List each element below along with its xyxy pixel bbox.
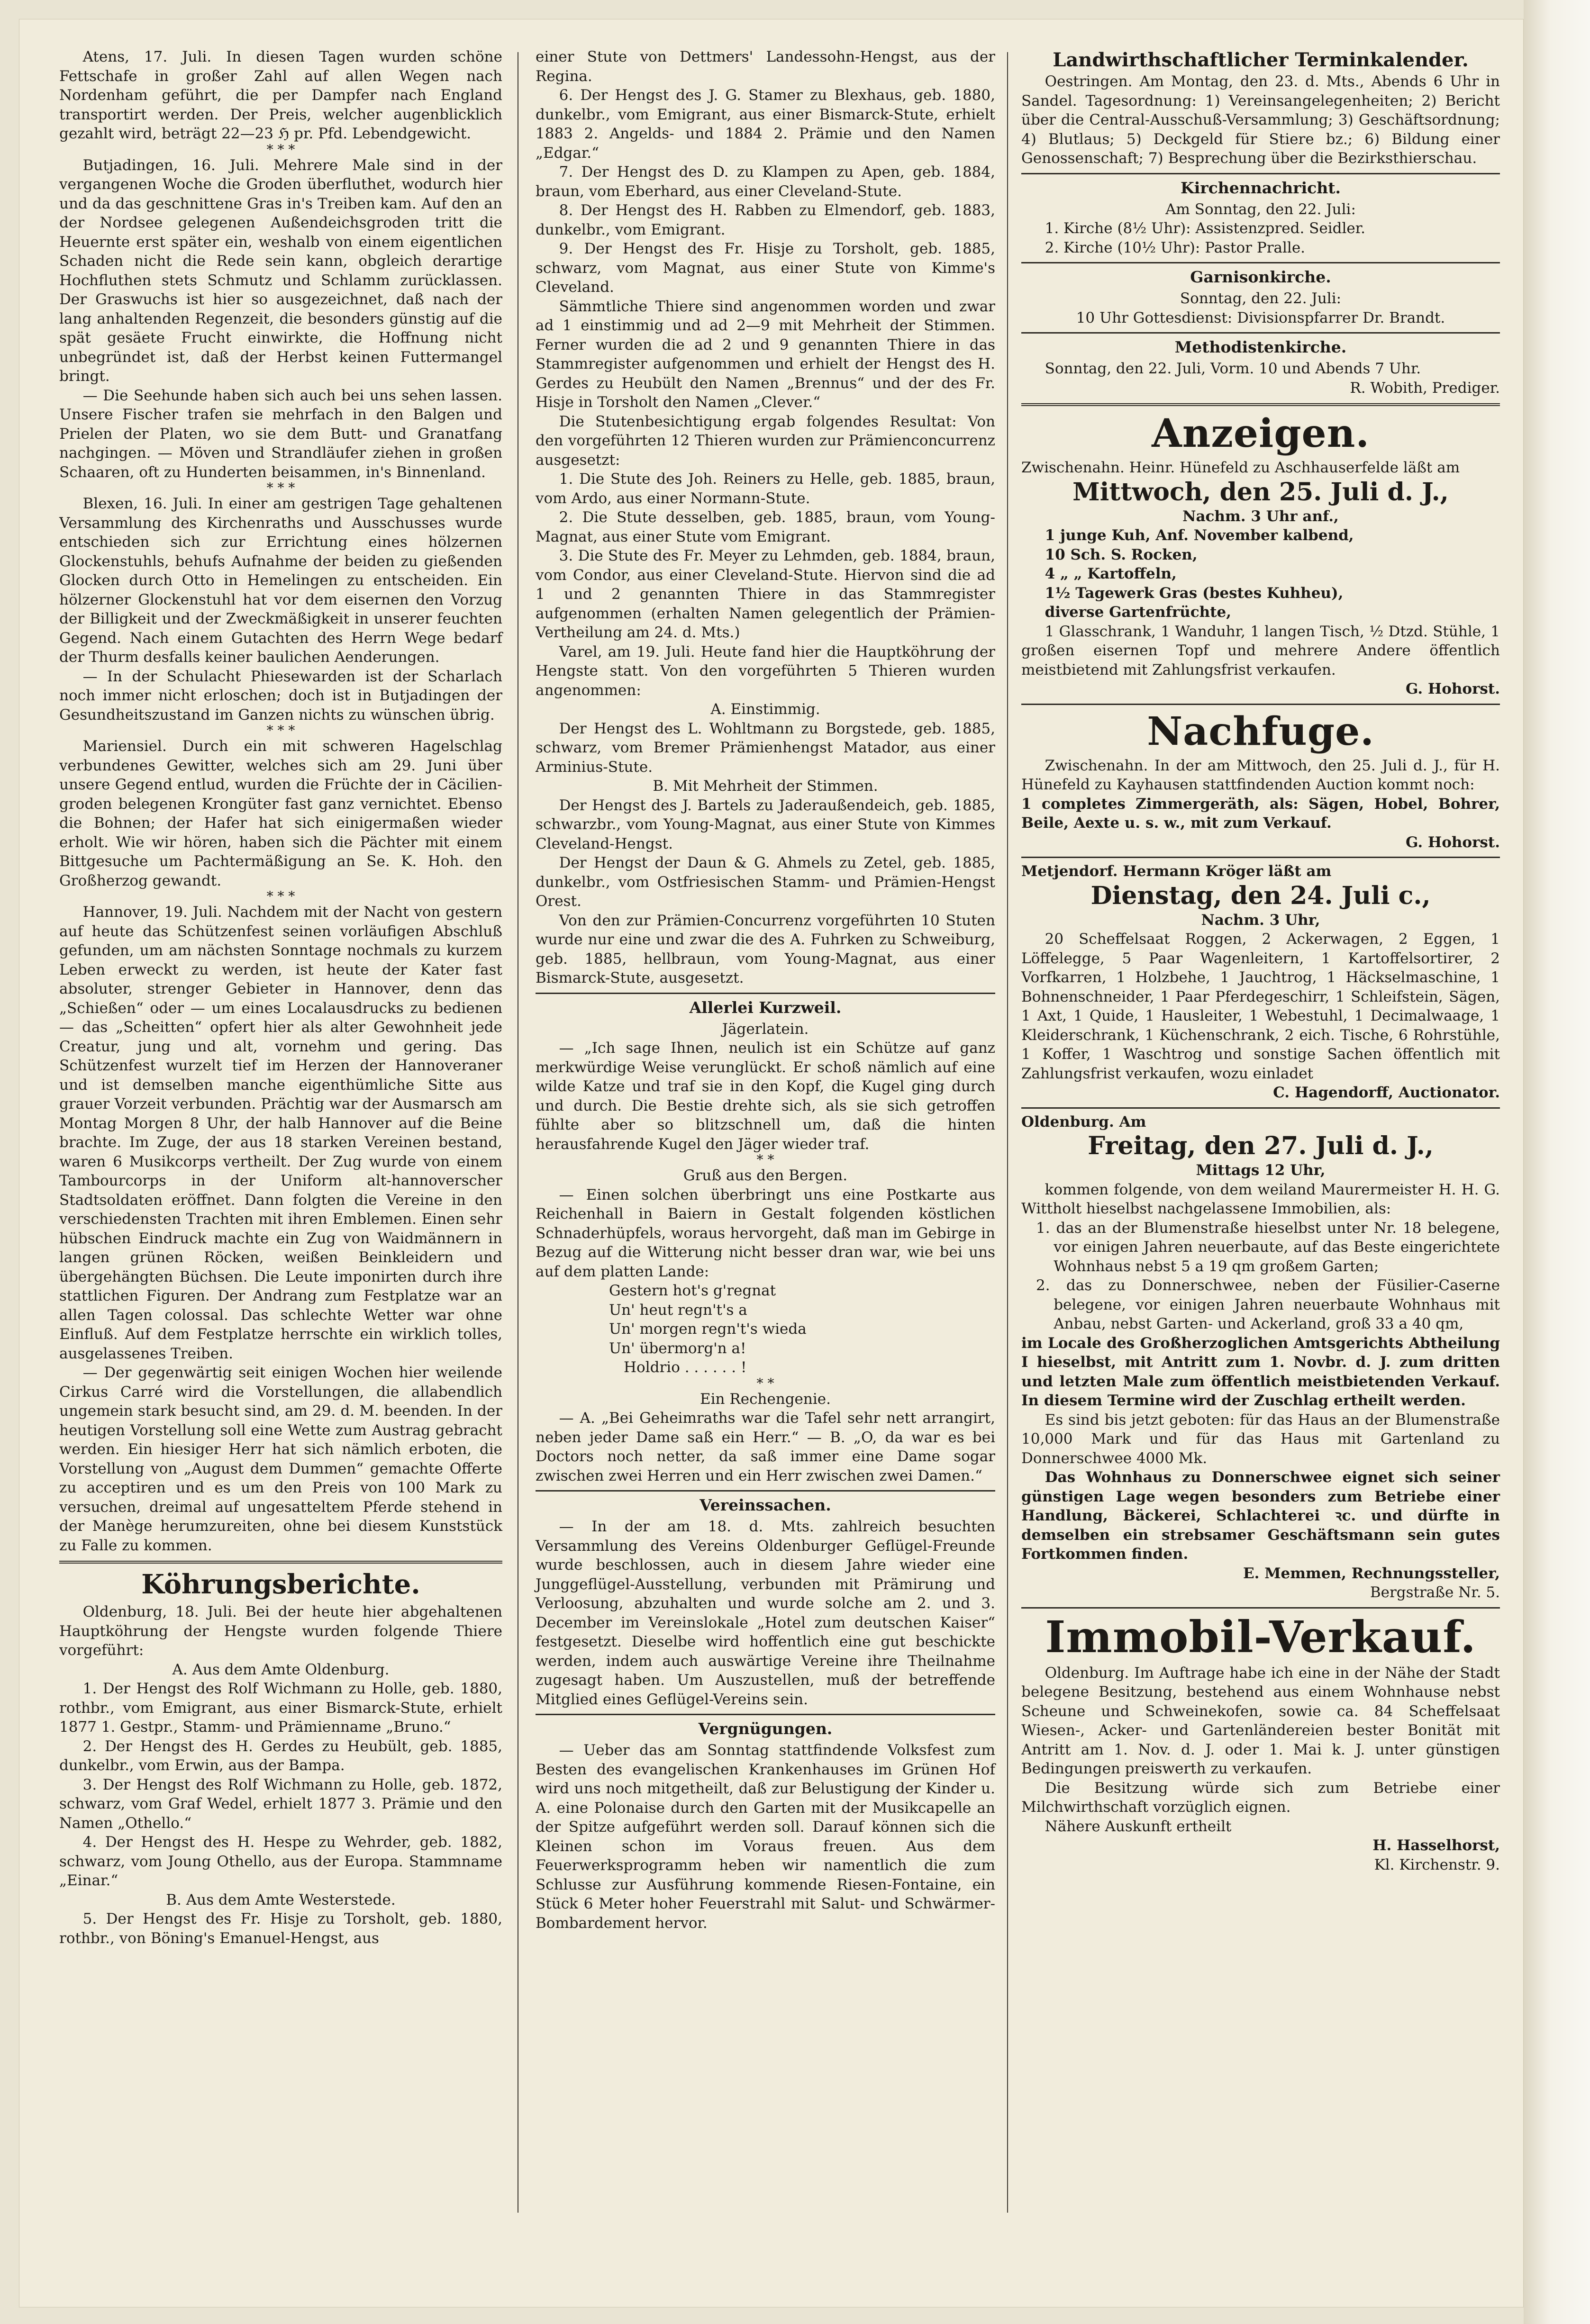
newspaper-page [19, 19, 1524, 2307]
ad-oldenburg-item: 2. das zu Donnerschwee, neben der Füsilier-Caserne belegene, vor einigen Jahren neuerbaute Wohnhaus mit Anbau, nebst Garten- und Ackerland, groß 33 a 40 qm, [1036, 1277, 1500, 1332]
kirch-line: 2. Kirche (10½ Uhr): Pastor Pralle. [1045, 239, 1306, 256]
separator: * * * [266, 888, 295, 904]
ad-immobil-body3: Nähere Auskunft ertheilt [1045, 1818, 1232, 1835]
section-rule [1021, 332, 1500, 334]
verse-line: Holdrio . . . . . . ! [624, 1359, 747, 1376]
article-mariensiel: Mariensiel. Durch ein mit schweren Hagelschlag verbundenes Gewitter, welches sich am 29. Juni über unsere Gegend entlud, wurden die Früchte der in Cäciliengroden belegenen Krongüter fast ganz vernichtet. Ebenso die Bohnen; der Hafer hat sich einigermaßen wieder erholt. Wie wir hören, haben sich die Pächter mit einem Bittgesuche um Pachtermäßigung an Se. K. Hoh. den Großherzog gewandt. [59, 738, 502, 889]
ad-oldenburg-item: 1. das an der Blumenstraße hieselbst unter Nr. 18 belegene, vor einigen Jahren neuerbaute, auf das Beste eingerichtete Wohnhaus nebst 5 a 19 qm großem Garten; [1036, 1219, 1500, 1275]
separator: * * [756, 1152, 774, 1167]
garn-date: Sonntag, den 22. Juli: [1180, 290, 1342, 307]
section-heading-kurzweil: Allerlei Kurzweil. [689, 998, 842, 1017]
koehrung-item: 8. Der Hengst des H. Rabben zu Elmendorf, geb. 1883, dunkelbr., vom Emigrant. [536, 202, 995, 238]
article-varel: Varel, am 19. Juli. Heute fand hier die Hauptköhrung der Hengste statt. Von den vorgeführten 5 Thieren wurden angenommen: [536, 643, 995, 699]
kurzweil-rechen-head: Ein Rechengenie. [700, 1390, 831, 1408]
ad-nachfuge-item: 1 completes Zimmergeräth, als: Sägen, Hobel, Bohrer, Beile, Aexte u. s. w., mit zum Verkauf. [1021, 795, 1500, 832]
column-rule-2 [1007, 52, 1008, 2213]
kirch-date: Am Sonntag, den 22. Juli: [1165, 200, 1356, 218]
verse-line: Gestern hot's g'regnat [609, 1282, 776, 1299]
section-rule [536, 993, 995, 994]
varel-item: Der Hengst der Daun & G. Ahmels zu Zetel, geb. 1885, dunkelbr., vom Ostfriesischen Stamm- und Prämien-Hengst Orest. [536, 854, 995, 910]
column-2 [536, 47, 995, 1933]
ad-oldenburg-rest: im Locale des Großherzoglichen Amtsgerichts Abtheilung I hieselbst, mit Antritt zum 1. Novbr. d. J. zum dritten und letzten Male zum öffentlich meistbietenden Verkauf. In diesem Termine wird der Zuschlag ertheilt werden. [1021, 1334, 1500, 1409]
verse-line: Un' übermorg'n a! [609, 1339, 746, 1357]
koehrung-item: 6. Der Hengst des J. G. Stamer zu Blexhaus, geb. 1880, dunkelbr., vom Emigrant, aus einer Bismarck-Stute, erhielt 1883 2. Angelds- und 1884 2. Prämie und den Namen „Edgar.“ [536, 87, 995, 162]
column-3 [1021, 47, 1500, 1874]
ad-item: 10 Sch. S. Rocken, [1045, 546, 1198, 563]
koehrung-item: 3. Der Hengst des Rolf Wichmann zu Holle, geb. 1872, schwarz, vom Graf Wedel, erhielt 1877 3. Prämie und den Namen „Othello.“ [59, 1776, 502, 1832]
varel-praemien: Von den zur Prämien-Concurrenz vorgeführten 10 Stuten wurde nur eine und zwar die des A. Fuhrken zu Schweiburg, geb. 1885, hellbraun, vom Young-Magnat, aus einer Bismarck-Stute, ausgesetzt. [536, 912, 995, 986]
heading-methodistenkirche: Methodistenkirche. [1174, 338, 1347, 356]
article-blexen: Blexen, 16. Juli. In einer am gestrigen Tage gehaltenen Versammlung des Kirchenraths und Ausschusses wurde entschieden sich zur Errichtung eines hölzernen Glockenstuhls, behufs Aufnahme der beiden zu gießenden Glocken durch Otto in Hemelingen zu entscheiden. Ein hölzerner Glockenstuhl hat vor dem eisernen den Vorzug der Billigkeit und der Zweckmäßigkeit in unserer feuchten Gegend. Nach einem Gutachten des Herrn Wege bedarf der Thurm desfalls keiner baulichen Aenderungen. [59, 495, 502, 666]
ad-date: Mittwoch, den 25. Juli d. J., [1072, 477, 1449, 506]
varel-item: Der Hengst des L. Wohltmann zu Borgstede, geb. 1885, schwarz, vom Bremer Prämienhengst Matador, aus einer Arminius-Stute. [536, 720, 995, 776]
section-rule [1021, 1607, 1500, 1609]
section-heading-verein: Vereinssachen. [700, 1496, 831, 1514]
koehrung-item: 5. Der Hengst des Fr. Hisje zu Torsholt, geb. 1880, rothbr., von Böning's Emanuel-Hengst, aus [59, 1910, 502, 1947]
article-seehunde: — Die Seehunde haben sich auch bei uns sehen lassen. Unsere Fischer trafen sie mehrfach in den Balgen und Prielen der Platen, wo sie dem Butt- und Granatfang nachgingen. — Möven und Strandläufer ziehen in großen Schaaren, oft zu Hunderten beisammen, in's Binnenland. [59, 387, 502, 481]
koehrung-item: 9. Der Hengst des Fr. Hisje zu Torsholt, geb. 1885, schwarz, vom Magnat, aus einer Stute von Kimme's Cleveland. [536, 240, 995, 296]
section-rule [1021, 704, 1500, 705]
article-vergnuegungen: — Ueber das am Sonntag stattfindende Volksfest zum Besten des evangelischen Krankenhauses im Grünen Hof wird uns noch mitgetheilt, daß zur Belustigung der Kinder u. A. eine Polonaise durch den Garten mit der Musikcapelle an der Spitze aufgeführt werden soll. Darauf können sich die Kleinen schon im Voraus freuen. Aus dem Feuerwerksprogramm heben wir namentlich die zum Schlusse zur Ausführung kommende Riesen-Fontaine, ein Stück 6 Meter hoher Feuerstrahl mit Salut- und Schwärmer-Bombardement hervor. [536, 1742, 995, 1932]
page-edge [1524, 0, 1590, 2324]
koehrung-item: 4. Der Hengst des H. Hespe zu Wehrder, geb. 1882, schwarz, vom Joung Othello, aus der Europa. Stammname „Einar.“ [59, 1834, 502, 1889]
ad-time: Mittags 12 Uhr, [1196, 1162, 1326, 1179]
separator: * * * [266, 480, 295, 496]
ad-immobil-body2: Die Besitzung würde sich zum Betriebe einer Milchwirthschaft vorzüglich eignen. [1021, 1779, 1500, 1816]
ad-item: 1½ Tagewerk Gras (bestes Kuhheu), [1045, 584, 1344, 602]
ad-time: Nachm. 3 Uhr, [1201, 911, 1320, 929]
section-rule [536, 1490, 995, 1492]
varel-subhead-a: A. Einstimmig. [710, 701, 820, 718]
separator: * * * [266, 141, 295, 157]
ad-metjendorf-intro: Metjendorf. Hermann Kröger läßt am [1021, 863, 1332, 880]
kurzweil-gruss: — Einen solchen überbringt uns eine Postkarte aus Reichenhall in Baiern in Gestalt folgenden köstlichen Schnaderhüpfels, woraus hervorgeht, daß man im Gebirge in Bezug auf die Witterung nicht besser dran war, wie bei uns auf dem platten Lande: [536, 1186, 995, 1280]
kurzweil-rechen: — A. „Bei Geheimraths war die Tafel sehr nett arrangirt, neben jeder Dame saß ein Herr.“ — B. „O, da war es bei Doctors noch netter, da saß immer eine Dame sogar zwischen zwei Herren und ein Herr zwischen zwei Damen.“ [536, 1410, 995, 1484]
section-rule [1021, 262, 1500, 263]
ad-nachfuge: Zwischenahn. In der am Mittwoch, den 25. Juli d. J., für H. Hünefeld zu Kayhausen stattfindenden Auction kommt noch: [1021, 757, 1500, 793]
koehrung-intro: Oldenburg, 18. Juli. Bei der heute hier abgehaltenen Hauptköhrung der Hengste wurden folgende Thiere vorgeführt: [59, 1603, 502, 1659]
article-hannover: Hannover, 19. Juli. Nachdem mit der Nacht von gestern auf heute das Schützenfest seinen vorläufigen Abschluß gefunden, um am nächsten Sonntage nochmals zu kurzem Leben erweckt zu werden, ist heute der Kater fast absoluter, strenger Gebieter in Hannover, denn das „Schießen“ oder — um eines Localausdrucks zu bedienen — das „Scheitten“ opfert hier als alter Gewohnheit jede Creatur, jung und alt, vornehm und gering. Das Schützenfest wurzelt tief im Herzen der Hannoveraner und ist demselben manche eigenthümliche Sitte aus grauer Vorzeit verbunden. Prächtig war der Ausmarsch am Montag Morgen 8 Uhr, der halb Hannover auf die Beine brachte. Im Zuge, der aus 18 starken Vereinen bestand, waren 6 Musikcorps vertheilt. Der Zug wurde von einem Tambourcorps in der Uniform alt-hannoverscher Stadtsoldaten eröffnet. Dann folgten die Vereine in den verschiedensten Trachten mit ihren Emblemen. Einen sehr hübschen Eindruck machte ein Zug von Waidmännern in langen grünen Röcken, weißen Beinkleidern und übergehängten Büchsen. Die Leute imponirten durch ihre stattlichen Figuren. Der Andrang zum Festplatze war an allen Tagen colossal. Das schlechte Wetter war ohne Einfluß. Auf dem Festplatze herrschte ein wirklich tolles, ausgelassenes Treiben. [59, 904, 502, 1362]
verse-line: Un' morgen regn't's wieda [609, 1320, 807, 1338]
section-rule [1021, 173, 1500, 174]
stuten-item: 3. Die Stute des Fr. Meyer zu Lehmden, geb. 1884, braun, vom Condor, aus einer Cleveland-Stute. Hiervon sind die ad 1 und 2 genannten Thiere in das Stammregister aufgenommen (erhalten Namen gelegentlich der Prämien-Vertheilung am 24. d. Mts.) [536, 547, 995, 641]
section-heading-anzeigen: Anzeigen. [1152, 411, 1370, 456]
separator: * * [756, 1375, 774, 1391]
ad-date: Freitag, den 27. Juli d. J., [1088, 1131, 1434, 1160]
koehrung-result: Sämmtliche Thiere sind angenommen worden und zwar ad 1 einstimmig und ad 2—9 mit Mehrheit der Stimmen. Ferner wurden die ad 2 und 9 genannten Thiere in das Stammregister aufgenommen und erhielt der Hengst des H. Gerdes zu Heubült den Namen „Brennus“ und der des Fr. Hisje in Torsholt den Namen „Clever.“ [536, 298, 995, 411]
article-butjadingen: Butjadingen, 16. Juli. Mehrere Male sind in der vergangenen Woche die Groden überfluthet, wodurch hier und da das geschnittene Gras in's Treiben kam. Auf den an der Nordsee gelegenen Außendeichsgroden tritt die Heuernte erst später ein, weshalb von einem eigentlichen Schaden nicht die Rede sein kann, obgleich derartige Hochfluthen stets Schmutz und Schlamm zurücklassen. Der Graswuchs ist hier so ausgezeichnet, daß nach der lang anhaltenden Regenzeit, die besonders günstig auf die spät gesäete Frucht einwirkte, die Hoffnung nicht unbegründet ist, daß der Herbst keinen Futtermangel bringt. [59, 156, 502, 385]
section-rule [1021, 1107, 1500, 1109]
heading-kirchennachricht: Kirchennachricht. [1181, 178, 1341, 197]
ad-signature: G. Hohorst. [1405, 680, 1500, 697]
termin-oestringen: Oestringen. Am Montag, den 23. d. Mts., Abends 6 Uhr in Sandel. Tagesordnung: 1) Vereinsangelegenheiten; 2) Bericht über die Central-Ausschuß-Versammlung; 3) Geschäftsordnung; 4) Blutlaus; 5) Deckgeld für Stiere bz.; 6) Bildung einer Genossenschaft; 7) Besprechung über die Bezirksthierschau. [1021, 73, 1500, 167]
stuten-item: 1. Die Stute des Joh. Reiners zu Helle, geb. 1885, braun, vom Ardo, aus einer Normann-Stute. [536, 470, 995, 507]
ad-oldenburg-bold: Das Wohnhaus zu Donnerschwee eignet sich seiner günstigen Lage wegen besonders zum Betriebe einer Handlung, Bäckerei, Schlachterei ꝛc. und dürfte in demselben ein strebsamer Geschäftsmann sein gutes Fortkommen finden. [1021, 1469, 1500, 1563]
ad-rest: 1 Glasschrank, 1 Wanduhr, 1 langen Tisch, ½ Dtzd. Stühle, 1 großen eisernen Topf und mehrere Andere öffentlich meistbietend mit Zahlungsfrist verkaufen. [1021, 623, 1500, 678]
separator: * * * [266, 723, 295, 738]
article-cirkus: — Der gegenwärtig seit einigen Wochen hier weilende Cirkus Carré wird die Vorstellungen, die allabendlich ungemein stark besucht sind, am 29. d. M. beenden. In der heutigen Vorstellung soll eine Wette zum Austrag gebracht werden. Ein hiesiger Herr hat sich nämlich erboten, die Vorstellung von „August dem Dummen“ gemachte Offerte zu acceptiren und es um den Preis von 100 Mark zu versuchen, dreimal auf ungesatteltem Pferde stehend in der Manège herumzureiten, ohne bei diesem Kunststück zu Falle zu kommen. [59, 1364, 502, 1554]
koehrung-item: 1. Der Hengst des Rolf Wichmann zu Holle, geb. 1880, rothbr., vom Emigrant, aus einer Bismarck-Stute, erhielt 1877 1. Gestpr., Stamm- und Prämienname „Bruno.“ [59, 1680, 502, 1736]
kurzweil-gruss-head: Gruß aus den Bergen. [683, 1167, 848, 1184]
koehrung-item: 7. Der Hengst des D. zu Klampen zu Apen, geb. 1884, braun, vom Eberhard, aus einer Cleveland-Stute. [536, 163, 995, 200]
koehrung-subhead-a: A. Aus dem Amte Oldenburg. [172, 1661, 390, 1678]
ad-address: Kl. Kirchenstr. 9. [1374, 1856, 1500, 1873]
column-1 [59, 47, 502, 1948]
ad-address: Bergstraße Nr. 5. [1370, 1584, 1500, 1601]
ad-oldenburg-body: kommen folgende, von dem weiland Maurermeister H. H. G. Wittholt hieselbst nachgelassene Immobilien, als: [1021, 1181, 1500, 1217]
meth-signature: R. Wobith, Prediger. [1350, 379, 1500, 397]
section-rule [1021, 403, 1500, 406]
section-rule [1021, 857, 1500, 858]
koehrung-cont: einer Stute von Dettmers' Landessohn-Hengst, aus der Regina. [536, 48, 995, 85]
article-atens: Atens, 17. Juli. In diesen Tagen wurden schöne Fettschafe in großer Zahl auf allen Wegen nach Nordenham geführt, die per Dampfer nach England transportirt werden. Der Preis, welcher augenblicklich gezahlt wird, beträgt 22—23 ℌ pr. Pfd. Lebendgewicht. [59, 48, 502, 142]
koehrung-item: 2. Der Hengst des H. Gerdes zu Heubült, geb. 1885, dunkelbr., vom Erwin, aus der Bampa. [59, 1737, 502, 1774]
ad-signature: G. Hohorst. [1405, 833, 1500, 851]
kurzweil-jaeger: — „Ich sage Ihnen, neulich ist ein Schütze auf ganz merkwürdige Weise verunglückt. Er schoß nämlich auf eine wilde Katze und traf sie in den Kopf, die Kugel ging durch und durch. Die Bestie drehte sich, als sie sich getroffen fühlte aber so blitzschnell um, daß die hinten herausfahrende Kugel den Jäger wieder traf. [536, 1040, 995, 1153]
meth-line: Sonntag, den 22. Juli, Vorm. 10 und Abends 7 Uhr. [1045, 360, 1421, 377]
ad-metjendorf-body: 20 Scheffelsaat Roggen, 2 Ackerwagen, 2 Eggen, 1 Löffelegge, 5 Paar Wagenleitern, 1 Kartoffelsortirer, 2 Vorfkarren, 1 Holzbehe, 1 Jauchtrog, 1 Häckselmaschine, 1 Bohnenschneider, 1 Paar Pferdegeschirr, 1 Schleifstein, Sägen, 1 Axt, 1 Quide, 1 Hausleiter, 1 Webestuhl, 1 Decimalwaage, 1 Kleiderschrank, 1 Küchenschrank, 2 eich. Tische, 6 Rohrstühle, 1 Koffer, 1 Waschtrog und sonstige Sachen öffentlich mit Zahlungsfrist verkaufen, wozu einladet [1021, 931, 1500, 1082]
ad-date: Dienstag, den 24. Juli c., [1090, 881, 1431, 910]
kurzweil-subhead: Jägerlatein. [722, 1020, 809, 1038]
koehrung-subhead-b: B. Aus dem Amte Westerstede. [166, 1891, 396, 1908]
stuten-intro: Die Stutenbesichtigung ergab folgendes Resultat: Von den vorgeführten 12 Thieren wurden zur Prämienconcurrenz ausgesetzt: [536, 413, 995, 469]
article-scharlach: — In der Schulacht Phiesewarden ist der Scharlach noch immer nicht erloschen; doch ist in Butjadingen der Gesundheitszustand im Ganzen nichts zu wünschen übrig. [59, 668, 502, 723]
ad-signature: H. Hasselhorst, [1372, 1837, 1500, 1854]
section-heading-immobil: Immobil-Verkauf. [1045, 1611, 1476, 1663]
ad-item: 4 „ „ Kartoffeln, [1045, 565, 1177, 582]
garn-line: 10 Uhr Gottesdienst: Divisionspfarrer Dr. Brandt. [1076, 309, 1445, 326]
section-rule [536, 1714, 995, 1715]
ad-item: diverse Gartenfrüchte, [1045, 604, 1232, 621]
ad-immobil-body: Oldenburg. Im Auftrage habe ich eine in der Nähe der Stadt belegene Besitzung, bestehend aus einem Wohnhause nebst Scheune und Schweinekofen, sowie ca. 84 Scheffelsaat Wiesen-, Acker- und Gartenländereien bester Bonität mit Antritt am 1. Nov. d. J. oder 1. Mai k. J. unter günstigen Bedingungen preiswerth zu verkaufen. [1021, 1664, 1500, 1777]
section-heading-nachfuge: Nachfuge. [1147, 708, 1374, 754]
section-heading-koehrung: Köhrungsberichte. [141, 1569, 420, 1600]
ad-time: Nachm. 3 Uhr anf., [1182, 507, 1339, 525]
ad-signature: E. Memmen, Rechnungssteller, [1243, 1564, 1500, 1582]
verse-line: Un' heut regn't's a [609, 1301, 747, 1319]
article-verein: — In der am 18. d. Mts. zahlreich besuchten Versammlung des Vereins Oldenburger Geflügel-Freunde wurde beschlossen, auch in diesem Jahre wieder eine Junggeflügel-Ausstellung, verbunden mit Prämirung und Verloosung, abzuhalten und wurde solche am 2. und 3. December im Vereinslokale „Hotel zum deutschen Kaiser“ festgesetzt. Dieselbe wird hoffentlich eine gut beschickte werden, indem auch auswärtige Vereine ihre Theilnahme zugesagt haben. Um Auszustellen, muß der betreffende Mitglied eines Geflügel-Vereins sein. [536, 1518, 995, 1708]
section-heading-vergnuegungen: Vergnügungen. [698, 1719, 833, 1738]
ad-zwischenahn-intro: Zwischenahn. Heinr. Hünefeld zu Aschhauserfelde läßt am [1021, 459, 1460, 476]
heading-garnisonkirche: Garnisonkirche. [1190, 268, 1331, 286]
varel-item: Der Hengst des J. Bartels zu Jaderaußendeich, geb. 1885, schwarzbr., vom Young-Magnat, aus einer Stute von Kimmes Cleveland-Hengst. [536, 796, 995, 852]
stuten-item: 2. Die Stute desselben, geb. 1885, braun, vom Young-Magnat, aus einer Stute vom Emigrant. [536, 509, 995, 545]
varel-subhead-b: B. Mit Mehrheit der Stimmen. [653, 778, 878, 795]
section-rule [59, 1561, 502, 1564]
ad-item: 1 junge Kuh, Anf. November kalbend, [1045, 527, 1354, 544]
ad-oldenburg-geboten: Es sind bis jetzt geboten: für das Haus an der Blumenstraße 10,000 Mark und für das Haus mit Gartenland zu Donnerschwee 4000 Mk. [1021, 1411, 1500, 1467]
ad-oldenburg-intro: Oldenburg. Am [1021, 1113, 1146, 1130]
ad-signature: C. Hagendorff, Auctionator. [1273, 1084, 1500, 1101]
kirch-line: 1. Kirche (8½ Uhr): Assistenzpred. Seidler. [1045, 220, 1366, 237]
section-heading-terminkalender: Landwirthschaftlicher Terminkalender. [1053, 49, 1469, 71]
